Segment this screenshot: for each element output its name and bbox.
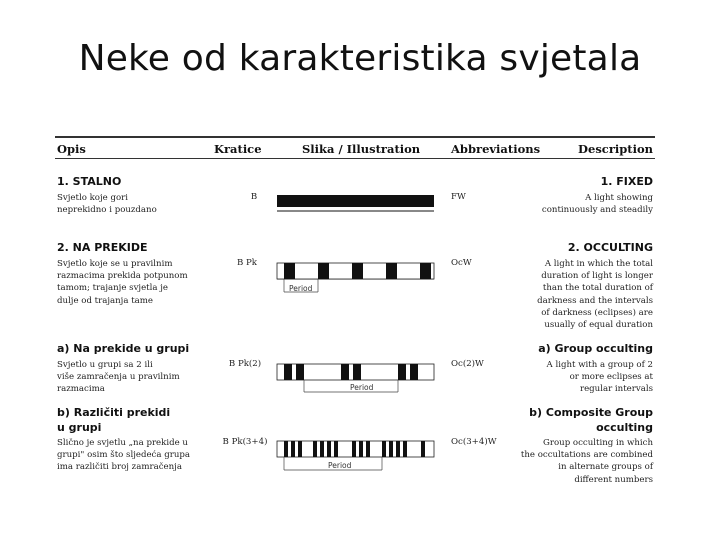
row-occulting-hr-desc: Svjetlo koje se u pravilnim razmacima prekida potpunom tamom; trajanje svjetla je dulje od trajanja tame bbox=[57, 259, 188, 306]
row-occulting-en-desc: A light in which the total duration of light is longer than the total duration of darkness and the intervals of darkness (eclipses) are usually of equal duration bbox=[537, 259, 653, 331]
group-period-label: Period bbox=[350, 383, 374, 392]
header-kratice: Kratice bbox=[214, 142, 262, 156]
row-composite-hr-title: b) Različiti prekidi u grupi bbox=[57, 406, 171, 434]
row-group-kratica: B Pk(2) bbox=[228, 359, 262, 369]
row-group-en-title: a) Group occulting bbox=[538, 342, 653, 355]
row-occulting-abbr: OcW bbox=[451, 258, 472, 268]
row-occulting-hr-title: 2. NA PREKIDE bbox=[57, 241, 148, 254]
header-slika: Slika / Illustration bbox=[302, 142, 421, 156]
group-occulting-pattern bbox=[277, 364, 434, 392]
header-abbreviations: Abbreviations bbox=[451, 142, 541, 156]
row-group-en-desc: A light with a group of 2 or more eclipses at regular intervals bbox=[546, 360, 653, 395]
row-fixed-en-title: 1. FIXED bbox=[600, 175, 653, 188]
row-fixed-kratica: B bbox=[250, 192, 258, 202]
header-opis: Opis bbox=[57, 142, 86, 156]
header-description: Description bbox=[578, 142, 653, 156]
composite-period-label: Period bbox=[328, 461, 352, 470]
row-group-hr-desc: Svjetlo u grupi sa 2 ili više zamračenja u pravilnim razmacima bbox=[57, 360, 180, 395]
row-occulting-kratica: B Pk bbox=[236, 258, 258, 268]
row-fixed-hr-desc: Svjetlo koje gori neprekidno i pouzdano bbox=[57, 193, 157, 216]
row-composite-en-desc: Group occulting in which the occultations are combined in alternate groups of different numbers bbox=[520, 438, 653, 485]
row-fixed-en-desc: A light showing continuously and steadily bbox=[541, 193, 653, 216]
page-title: Neke od karakteristika svjetala bbox=[78, 38, 642, 79]
row-group-abbr: Oc(2)W bbox=[451, 359, 484, 369]
occulting-period-label: Period bbox=[289, 284, 313, 293]
occulting-pattern bbox=[277, 263, 434, 293]
row-fixed-hr-title: 1. STALNO bbox=[57, 175, 122, 188]
row-composite-abbr: Oc(3+4)W bbox=[451, 437, 497, 447]
row-composite-hr-desc: Slično je svjetlu „na prekide u grupi" osim što sljedeća grupa ima različiti broj zamračenja bbox=[57, 438, 190, 473]
fixed-light-bar bbox=[277, 195, 434, 207]
row-fixed-abbr: FW bbox=[451, 192, 466, 202]
row-occulting-en-title: 2. OCCULTING bbox=[567, 241, 653, 254]
composite-occulting-pattern bbox=[277, 441, 434, 470]
row-composite-en-title: b) Composite Group occulting bbox=[529, 406, 653, 434]
row-composite-kratica: B Pk(3+4) bbox=[222, 437, 268, 447]
row-group-hr-title: a) Na prekide u grupi bbox=[57, 342, 190, 355]
